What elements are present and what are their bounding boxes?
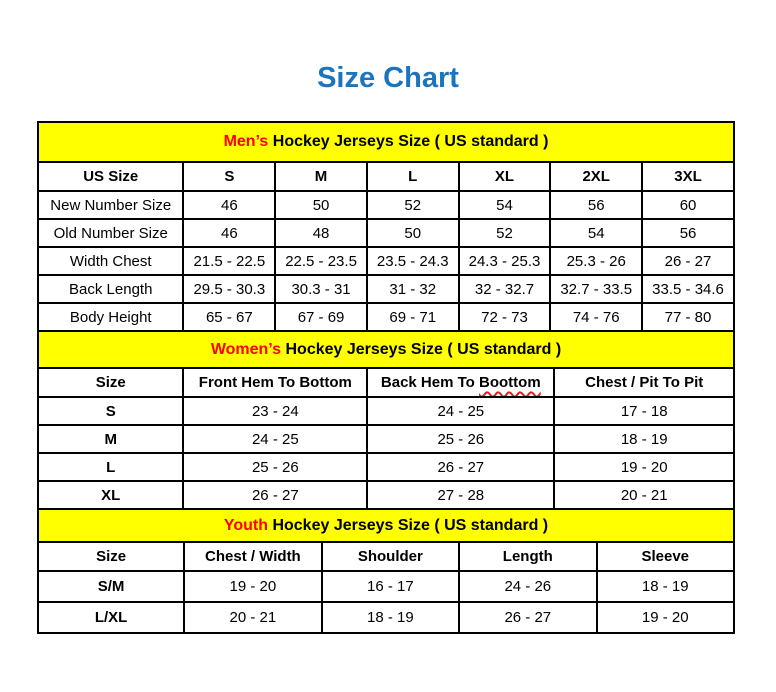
row-label: New Number Size <box>38 191 183 219</box>
table-row <box>38 453 734 481</box>
mens-banner-highlight: Men’s <box>223 133 269 150</box>
table-cell: 24 - 25 <box>367 397 554 425</box>
table-cell: 56 <box>642 219 734 247</box>
table-cell: 23 - 24 <box>183 397 367 425</box>
table-cell: 26 - 27 <box>459 602 596 633</box>
womens-banner-row <box>38 331 734 368</box>
table-cell: 30.3 - 31 <box>275 275 367 303</box>
table-cell: 50 <box>275 191 367 219</box>
table-cell: 48 <box>275 219 367 247</box>
row-label: Width Chest <box>38 247 183 275</box>
mens-header-m: M <box>275 162 367 191</box>
youth-header-shoulder: Shoulder <box>322 542 459 571</box>
table-row <box>38 191 734 219</box>
womens-header-front-hem: Front Hem To Bottom <box>183 368 367 397</box>
table-cell: 77 - 80 <box>642 303 734 331</box>
mens-banner-text: Hockey Jerseys Size ( US standard ) <box>268 133 549 150</box>
mens-header-xl: XL <box>459 162 551 191</box>
table-cell: 18 - 19 <box>322 602 459 633</box>
row-label: Old Number Size <box>38 219 183 247</box>
table-cell: 31 - 32 <box>367 275 459 303</box>
back-hem-misspelled-word: Boottom <box>479 374 541 391</box>
youth-header-size: Size <box>38 542 184 571</box>
table-cell: 17 - 18 <box>554 397 734 425</box>
page-title: Size Chart <box>317 62 459 94</box>
womens-header-size: Size <box>38 368 183 397</box>
table-cell: 54 <box>459 191 551 219</box>
womens-banner-text: Hockey Jerseys Size ( US standard ) <box>281 340 562 358</box>
table-cell: 72 - 73 <box>459 303 551 331</box>
table-row <box>38 275 734 303</box>
table-cell: 46 <box>183 219 275 247</box>
table-cell: 27 - 28 <box>367 481 554 509</box>
table-cell: 19 - 20 <box>554 453 734 481</box>
table-cell: 60 <box>642 191 734 219</box>
table-cell: 56 <box>550 191 642 219</box>
mens-header-2xl: 2XL <box>550 162 642 191</box>
table-cell: 33.5 - 34.6 <box>642 275 734 303</box>
youth-header-chest-width: Chest / Width <box>184 542 321 571</box>
table-cell: 52 <box>367 191 459 219</box>
womens-header-back-hem <box>367 368 554 397</box>
table-row <box>38 602 734 633</box>
youth-header-row <box>38 542 734 571</box>
table-cell: 69 - 71 <box>367 303 459 331</box>
youth-size-table <box>37 508 735 634</box>
womens-header-row <box>38 368 734 397</box>
youth-section-banner <box>38 509 734 542</box>
mens-section-banner <box>38 122 734 162</box>
mens-header-row <box>38 162 734 191</box>
mens-header-s: S <box>183 162 275 191</box>
table-cell: 19 - 20 <box>597 602 734 633</box>
youth-header-sleeve: Sleeve <box>597 542 734 571</box>
row-label: S/M <box>38 571 184 602</box>
table-cell: 65 - 67 <box>183 303 275 331</box>
row-label: Back Length <box>38 275 183 303</box>
back-hem-prefix: Back Hem To <box>380 374 475 391</box>
womens-header-chest: Chest / Pit To Pit <box>554 368 734 397</box>
table-cell: 67 - 69 <box>275 303 367 331</box>
table-cell: 26 - 27 <box>642 247 734 275</box>
table-row <box>38 397 734 425</box>
table-cell: 24 - 25 <box>183 425 367 453</box>
table-cell: 19 - 20 <box>184 571 321 602</box>
table-row <box>38 219 734 247</box>
youth-banner-text: Hockey Jerseys Size ( US standard ) <box>268 516 549 534</box>
row-label: L <box>38 453 183 481</box>
table-cell: 26 - 27 <box>183 481 367 509</box>
table-row <box>38 303 734 331</box>
table-cell: 24.3 - 25.3 <box>459 247 551 275</box>
table-cell: 25.3 - 26 <box>550 247 642 275</box>
table-row <box>38 481 734 509</box>
table-cell: 74 - 76 <box>550 303 642 331</box>
table-cell: 20 - 21 <box>184 602 321 633</box>
table-cell: 24 - 26 <box>459 571 596 602</box>
table-row <box>38 425 734 453</box>
youth-banner-highlight: Youth <box>223 516 268 534</box>
table-cell: 32.7 - 33.5 <box>550 275 642 303</box>
table-row <box>38 571 734 602</box>
row-label: S <box>38 397 183 425</box>
table-cell: 46 <box>183 191 275 219</box>
table-cell: 52 <box>459 219 551 247</box>
table-cell: 20 - 21 <box>554 481 734 509</box>
row-label: XL <box>38 481 183 509</box>
mens-size-table <box>37 121 735 332</box>
youth-banner-row <box>38 509 734 542</box>
size-chart-tables <box>37 121 735 634</box>
table-cell: 22.5 - 23.5 <box>275 247 367 275</box>
row-label: Body Height <box>38 303 183 331</box>
womens-size-table <box>37 330 735 510</box>
table-cell: 50 <box>367 219 459 247</box>
row-label: L/XL <box>38 602 184 633</box>
womens-section-banner <box>38 331 734 368</box>
table-cell: 18 - 19 <box>554 425 734 453</box>
youth-header-length: Length <box>459 542 596 571</box>
mens-header-3xl: 3XL <box>642 162 734 191</box>
table-cell: 25 - 26 <box>183 453 367 481</box>
mens-header-l: L <box>367 162 459 191</box>
table-cell: 23.5 - 24.3 <box>367 247 459 275</box>
row-label: M <box>38 425 183 453</box>
table-cell: 29.5 - 30.3 <box>183 275 275 303</box>
womens-banner-highlight: Women’s <box>210 340 282 358</box>
table-cell: 26 - 27 <box>367 453 554 481</box>
table-cell: 16 - 17 <box>322 571 459 602</box>
table-cell: 21.5 - 22.5 <box>183 247 275 275</box>
table-cell: 25 - 26 <box>367 425 554 453</box>
table-cell: 18 - 19 <box>597 571 734 602</box>
table-row <box>38 247 734 275</box>
table-cell: 32 - 32.7 <box>459 275 551 303</box>
table-cell: 54 <box>550 219 642 247</box>
mens-banner-row <box>38 122 734 162</box>
mens-header-us-size: US Size <box>38 162 183 191</box>
